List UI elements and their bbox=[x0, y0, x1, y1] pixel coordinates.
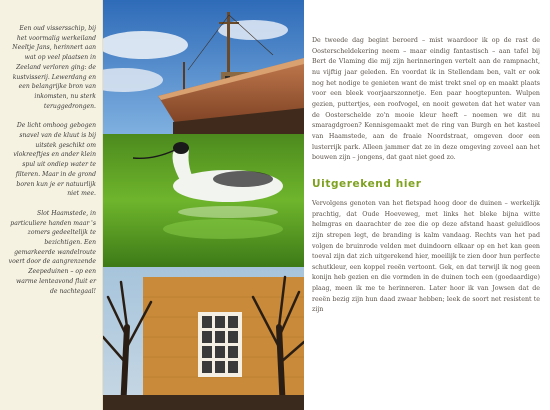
article-paragraph-2: Vervolgens genoten van het fietspad hoog door de duinen – werkelijk prachtig, dat Oude Hoeveweg, met links het bleke bijna witte helmgras en daarachter de zee die op deze afstand haast geluidloos zijn strepen legt, de branding is kalm vandaag. Rechts van het pad volgen de bruinrode velden met duindoorn elkaar op en het kan geen toeval zijn dat zich uitgerekend hier, moeilijk te zien door hun perfecte schutkleur, een koppel reeën vertoont. Gek, en dat terwijl ik nog geen konijn heb gezien en die vormden in de duinen toch een (goedaardige) plaag, meen ik me te herinneren. Later hoor ik van Jowsen dat de reeën bezig zijn hun daad zwaar hebben; leek de soort net resistent te zijn bbox=[312, 199, 540, 314]
caption-ship: Een oud vissersschip, bij het voormalig werkeiland Neeltje Jans, herinnert aan wat op veel plaatsen in Zeeland verloren ging: de kustvisserij. Lewerdang en een belangrijke bron van inkomsten, nu sterk teruggedrongen. bbox=[12, 25, 96, 110]
article-body bbox=[312, 36, 540, 316]
avocet-photo bbox=[103, 134, 304, 267]
section-heading: Uitgerekend hier bbox=[312, 177, 422, 190]
caption-castle: Slot Haamstede, in particuliere handen maar 's zomers gedeeltelijk te bezichtigen. Een gemarkeerde wandelroute voert door de aangrenzende Zeepeduinen – op een warme lenteavond fluit er de nachtegaal! bbox=[8, 209, 96, 295]
article-paragraph-1: De tweede dag begint beroerd – mist waardoor ik op de rast de Oosterscheldekering neem – maar eindig fantastisch – aan tafel bij Bert de Vlaming die mij zijn herinneringen vertelt aan de rampnacht, nu vijftig jaar geleden. En voordat ik in Stellendam ben, valt er ook nog het nodige te genieten want de mist trekt snel op en maakt plaats voor een bleek voorjaarszonnetje. Een paar hoogtepunten. Wulpen gezien, puttertjes, een roofvogel, en nooit geweten dat het water van de Oosterschelde zo'n mooie kleur heeft – noemen we dit nu smaragdgroen? Kennisgemaakt met de ring van Burgh en het kasteel van Haamstede, aan de fraaie Noordstraat, omgeven door een lusterrijk park. Alleen jammer dat ze in deze omgeving zoveel aan het bouwen zijn – jongens, dat gaat niet goed zo. bbox=[312, 37, 540, 162]
caption-avocet: De licht omhoog gebogen snavel van de kluut is bij uitstek geschikt om vlokreeftjes en ander klein spul uit ondiep water te filteren. Maar in de grond boren kun je er natuurlijk niet mee. bbox=[13, 122, 96, 198]
ship-photo bbox=[103, 0, 304, 134]
castle-photo bbox=[103, 267, 304, 410]
caption-sidebar bbox=[0, 0, 103, 410]
photo-strip bbox=[103, 0, 304, 410]
